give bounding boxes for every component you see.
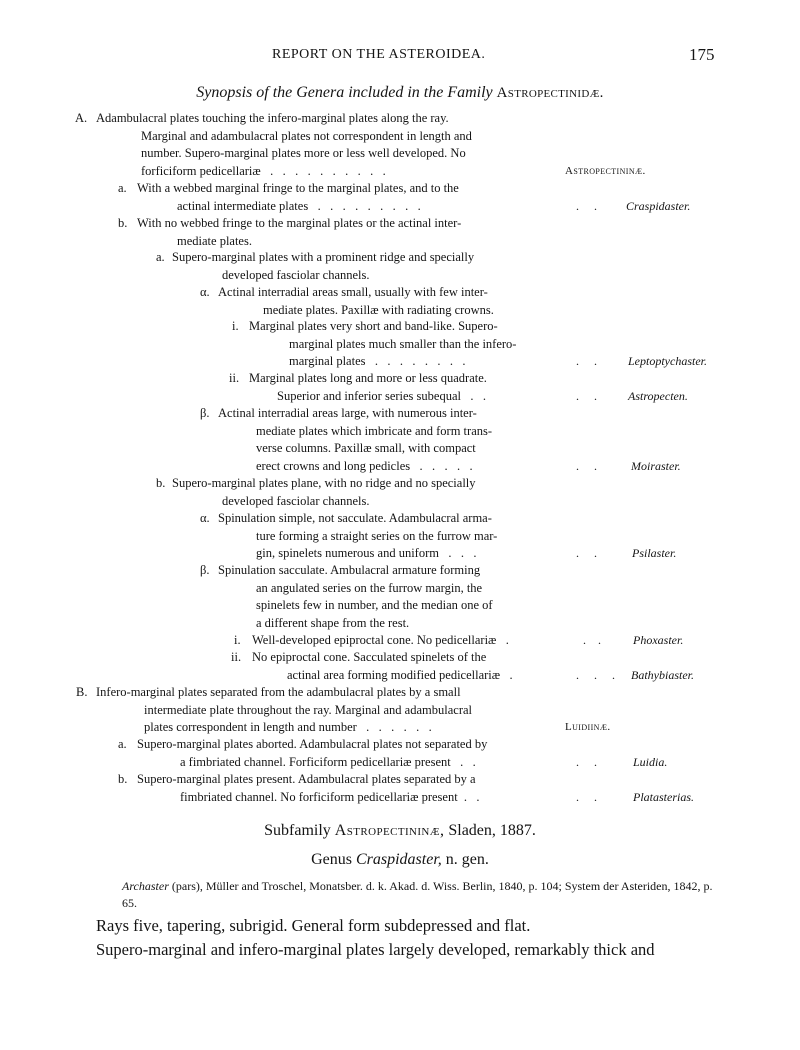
key-line: verse columns. Paxillæ small, with compact: [256, 441, 476, 456]
dot-leader: . .: [576, 199, 597, 213]
key-label-A-b: b.: [118, 216, 128, 230]
key-target-moiraster: Moiraster.: [631, 459, 681, 473]
key-line: Adambulacral plates touching the infero-marginal plates along the ray.: [96, 111, 449, 125]
key-line: Spinulation sacculate. Ambulacral armature forming: [218, 563, 481, 577]
key-line: actinal area forming modified pedicellariæ .: [287, 667, 513, 682]
dot-leader: . .: [576, 389, 597, 403]
key-label-A-b-b-beta-ii: ii.: [231, 650, 242, 664]
key-label-A-b-b-beta-i: i.: [234, 633, 241, 647]
dot-leader: . .: [576, 354, 597, 368]
key-label-A-b-b: b.: [156, 476, 166, 490]
running-title: REPORT ON THE ASTEROIDEA.: [272, 47, 486, 62]
key-line: Marginal plates long and more or less quadrate.: [249, 371, 487, 385]
key-line: Supero-marginal plates present. Adambulacral plates separated by a: [137, 772, 476, 786]
key-line: Supero-marginal plates with a prominent ridge and specially: [172, 250, 475, 264]
key-label-A-b-b-alpha: α.: [200, 511, 210, 525]
key-label-B-a: a.: [118, 737, 127, 751]
key-entry-B: [96, 684, 561, 737]
reference-taxon: Archaster: [122, 879, 169, 893]
key-line: Actinal interradial areas large, with numerous inter-: [218, 406, 477, 420]
key-line: erect crowns and long pedicles . . . . .: [256, 458, 473, 473]
key-line: number. Supero-marginal plates more or less well developed. No: [141, 146, 466, 161]
key-line: Superior and inferior series subequal . .: [277, 388, 486, 403]
key-entry-A-b-b-beta-i: [252, 632, 562, 650]
key-entry-A-b: [137, 215, 557, 250]
key-label-A-b-a: a.: [156, 250, 165, 264]
synopsis-title-text: Synopsis of the Genera included in the Family: [196, 84, 493, 101]
key-label-A-b-a-alpha-ii: ii.: [229, 371, 240, 385]
key-entry-A-b-a-alpha: [218, 284, 563, 319]
dot-leader: . .: [576, 755, 597, 769]
subfamily-word: Subfamily: [264, 822, 331, 839]
key-line: gin, spinelets numerous and uniform . . .: [256, 546, 477, 561]
dot-leader: . .: [576, 546, 597, 560]
key-entry-A: [96, 110, 556, 180]
key-target-platasterias: Platasterias.: [633, 790, 695, 804]
key-label-A: A.: [75, 111, 88, 125]
synopsis-family-name: Astropectinidæ.: [496, 85, 604, 101]
key-line: mediate plates which imbricate and form trans-: [256, 423, 493, 438]
key-target-leptoptychaster: Leptoptychaster.: [628, 354, 707, 368]
key-target-luidiinae: Luidiinæ.: [565, 721, 611, 733]
key-line: actinal intermediate plates . . . . . . . . .: [177, 198, 421, 213]
key-target-bathybiaster: Bathybiaster.: [631, 668, 694, 682]
key-line: mediate plates.: [177, 233, 252, 248]
key-label-B-b: b.: [118, 772, 128, 786]
key-line: Infero-marginal plates separated from the adambulacral plates by a small: [96, 685, 461, 699]
key-label-A-b-a-beta: β.: [200, 406, 210, 420]
key-line: Marginal and adambulacral plates not correspondent in length and: [141, 128, 472, 143]
key-line: Supero-marginal plates plane, with no ridge and no specially: [172, 476, 476, 490]
page-number: 175: [689, 45, 715, 64]
key-line: forficiform pedicellariæ . . . . . . . . . .: [141, 163, 386, 178]
key-line: marginal plates much smaller than the infero-: [289, 336, 517, 351]
dot-leader: . .: [576, 790, 597, 804]
key-entry-A-b-b-alpha: [218, 510, 563, 563]
key-entry-A-b-b-beta: [218, 562, 563, 632]
genus-heading: [0, 851, 800, 869]
key-target-phoxaster: Phoxaster.: [633, 633, 684, 647]
genus-word: Genus: [311, 851, 352, 868]
key-line: an angulated series on the furrow margin, the: [256, 580, 483, 595]
key-entry-A-b-a-alpha-i: [249, 318, 559, 371]
key-label-A-b-b-beta: β.: [200, 563, 210, 577]
key-line: With no webbed fringe to the marginal plates or the actinal inter-: [137, 216, 462, 230]
key-entry-B-a: [137, 736, 562, 771]
key-entry-A-b-b-beta-ii: [252, 649, 562, 684]
key-target-luidia: Luidia.: [633, 755, 668, 769]
key-line: mediate plates. Paxillæ with radiating crowns.: [263, 302, 494, 317]
key-line: intermediate plate throughout the ray. Marginal and adambulacral: [144, 702, 473, 717]
body-paragraph: Rays five, tapering, subrigid. General form subdepressed and flat.: [96, 916, 531, 935]
key-entry-A-b-a-beta: [218, 405, 563, 475]
dot-leader: . . .: [576, 668, 615, 682]
key-line: Spinulation simple, not sacculate. Adambulacral arma-: [218, 511, 492, 525]
body-paragraph: Supero-marginal and infero-marginal plates largely developed, remarkably thick and: [96, 940, 655, 959]
key-line: marginal plates . . . . . . . .: [289, 354, 466, 369]
key-line: Marginal plates very short and band-like. Supero-: [249, 319, 498, 333]
key-line: ture forming a straight series on the furrow mar-: [256, 528, 498, 543]
key-target-astropectininae: Astropectininæ.: [565, 165, 646, 177]
key-entry-A-b-b: [172, 475, 562, 510]
key-label-A-b-a-alpha: α.: [200, 285, 210, 299]
key-entry-A-b-a: [172, 249, 562, 284]
genus-name: Craspidaster,: [355, 851, 442, 868]
key-line: developed fasciolar channels.: [222, 493, 370, 508]
key-line: Well-developed epiproctal cone. No pedicellariæ .: [252, 633, 509, 647]
dot-leader: . .: [583, 633, 601, 647]
key-line: spinelets few in number, and the median one of: [256, 598, 493, 613]
key-target-astropecten: Astropecten.: [628, 389, 688, 403]
key-line: No epiproctal cone. Sacculated spinelets of the: [252, 650, 487, 664]
synonymy-reference: [122, 878, 728, 912]
reference-text: (pars), Müller and Troschel, Monatsber. d. k. Akad. d. Wiss. Berlin, 1840, p. 104; System der Asteriden, 1842, p. 65.: [122, 879, 713, 910]
subfamily-heading: [0, 822, 800, 840]
genus-suffix: n. gen.: [445, 851, 489, 868]
key-entry-B-b: [137, 771, 562, 806]
key-label-B: B.: [76, 685, 88, 699]
key-line: Actinal interradial areas small, usually with few inter-: [218, 285, 488, 299]
key-label-A-b-a-alpha-i: i.: [232, 319, 239, 333]
key-line: developed fasciolar channels.: [222, 267, 370, 282]
key-entry-A-a: [137, 180, 557, 215]
subfamily-taxon: Astropectininæ,: [334, 822, 445, 839]
subfamily-authority: Sladen, 1887.: [448, 822, 536, 839]
key-line: a different shape from the rest.: [256, 615, 410, 630]
key-line: With a webbed marginal fringe to the marginal plates, and to the: [137, 181, 459, 195]
key-target-craspidaster: Craspidaster.: [626, 199, 691, 213]
key-label-A-a: a.: [118, 181, 127, 195]
key-line: plates correspondent in length and number . . . . . .: [144, 720, 432, 735]
key-line: Supero-marginal plates aborted. Adambulacral plates not separated by: [137, 737, 488, 751]
key-target-psilaster: Psilaster.: [632, 546, 677, 560]
dot-leader: . .: [576, 459, 597, 473]
key-line: a fimbriated channel. Forficiform pedicellariæ present . .: [180, 754, 476, 769]
key-entry-A-b-a-alpha-ii: [249, 370, 559, 405]
key-line: fimbriated channel. No forficiform pedicellariæ present . .: [180, 789, 480, 804]
